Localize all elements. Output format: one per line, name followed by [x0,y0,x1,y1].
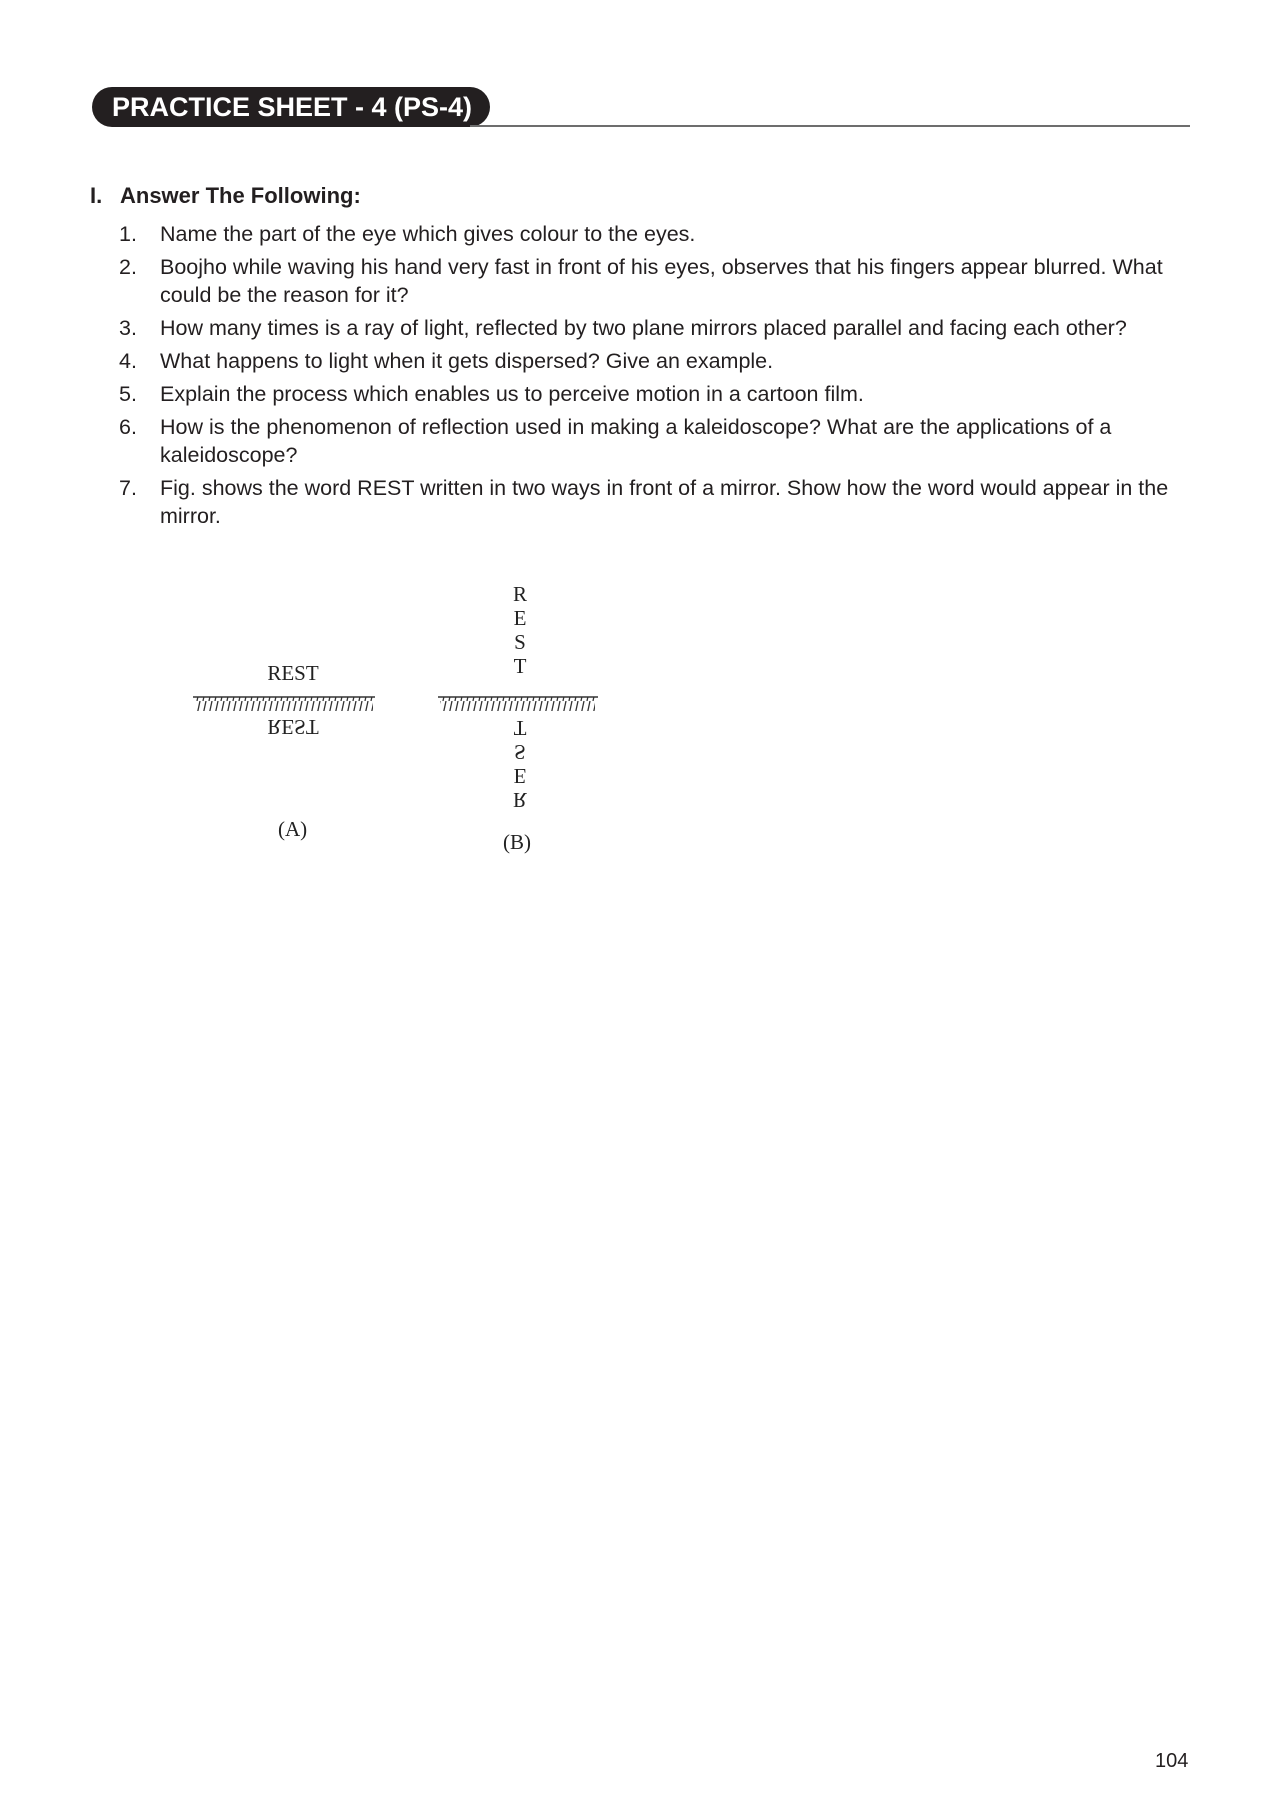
mirror-b [438,697,598,711]
question-text: Boojho while waving his hand very fast in front of his eyes, observes that his fingers appear blurred. What could be the reason for it? [160,255,1163,307]
question-list [115,220,1195,535]
question-text: What happens to light when it gets dispersed? Give an example. [160,349,774,373]
page-number: 104 [1155,1750,1189,1772]
question-item [115,380,1195,408]
figure-a-word: REST [267,661,319,685]
figure-b-reflected-letter: T [513,716,527,740]
question-number: 3. [119,316,137,340]
question-number: 2. [119,255,137,279]
figure-a-reflection: REST [267,715,319,739]
page-title: PRACTICE SHEET - 4 (PS-4) [92,87,490,127]
question-item [115,314,1195,342]
question-text: Name the part of the eye which gives colour to the eyes. [160,222,696,246]
section-heading [90,183,361,209]
figure-b-letter: S [514,630,526,654]
question-text: Explain the process which enables us to perceive motion in a cartoon film. [160,382,864,406]
figure-b-letter: E [513,606,527,630]
question-number: 6. [119,415,137,439]
section-number: I. [90,183,103,208]
question-text: How is the phenomenon of reflection used in making a kaleidoscope? What are the applications of a kaleidoscope? [160,415,1112,467]
section-title: Answer The Following: [120,183,361,208]
title-underline [470,125,1190,127]
question-item [115,253,1195,309]
question-number: 5. [119,382,137,406]
figure-b-label: (B) [503,830,531,854]
figure-b-letter: T [513,654,527,678]
question-item [115,474,1195,530]
question-text: How many times is a ray of light, reflected by two plane mirrors placed parallel and facing each other? [160,316,1127,340]
question-item [115,413,1195,469]
question-item [115,220,1195,248]
figure-b-letter: R [512,582,528,606]
figure-b-reflected-letter: E [513,764,527,788]
question-number: 7. [119,476,137,500]
question-number: 1. [119,222,137,246]
figure-a-label: (A) [278,817,308,841]
question-number: 4. [119,349,137,373]
mirror-figure [190,575,630,875]
mirror-a [193,697,375,711]
question-text: Fig. shows the word REST written in two ways in front of a mirror. Show how the word would appear in the mirror. [160,476,1169,528]
figure-b-reflected-letter: R [512,788,528,812]
question-item [115,347,1195,375]
figure-b-reflected-letter: S [514,740,526,764]
